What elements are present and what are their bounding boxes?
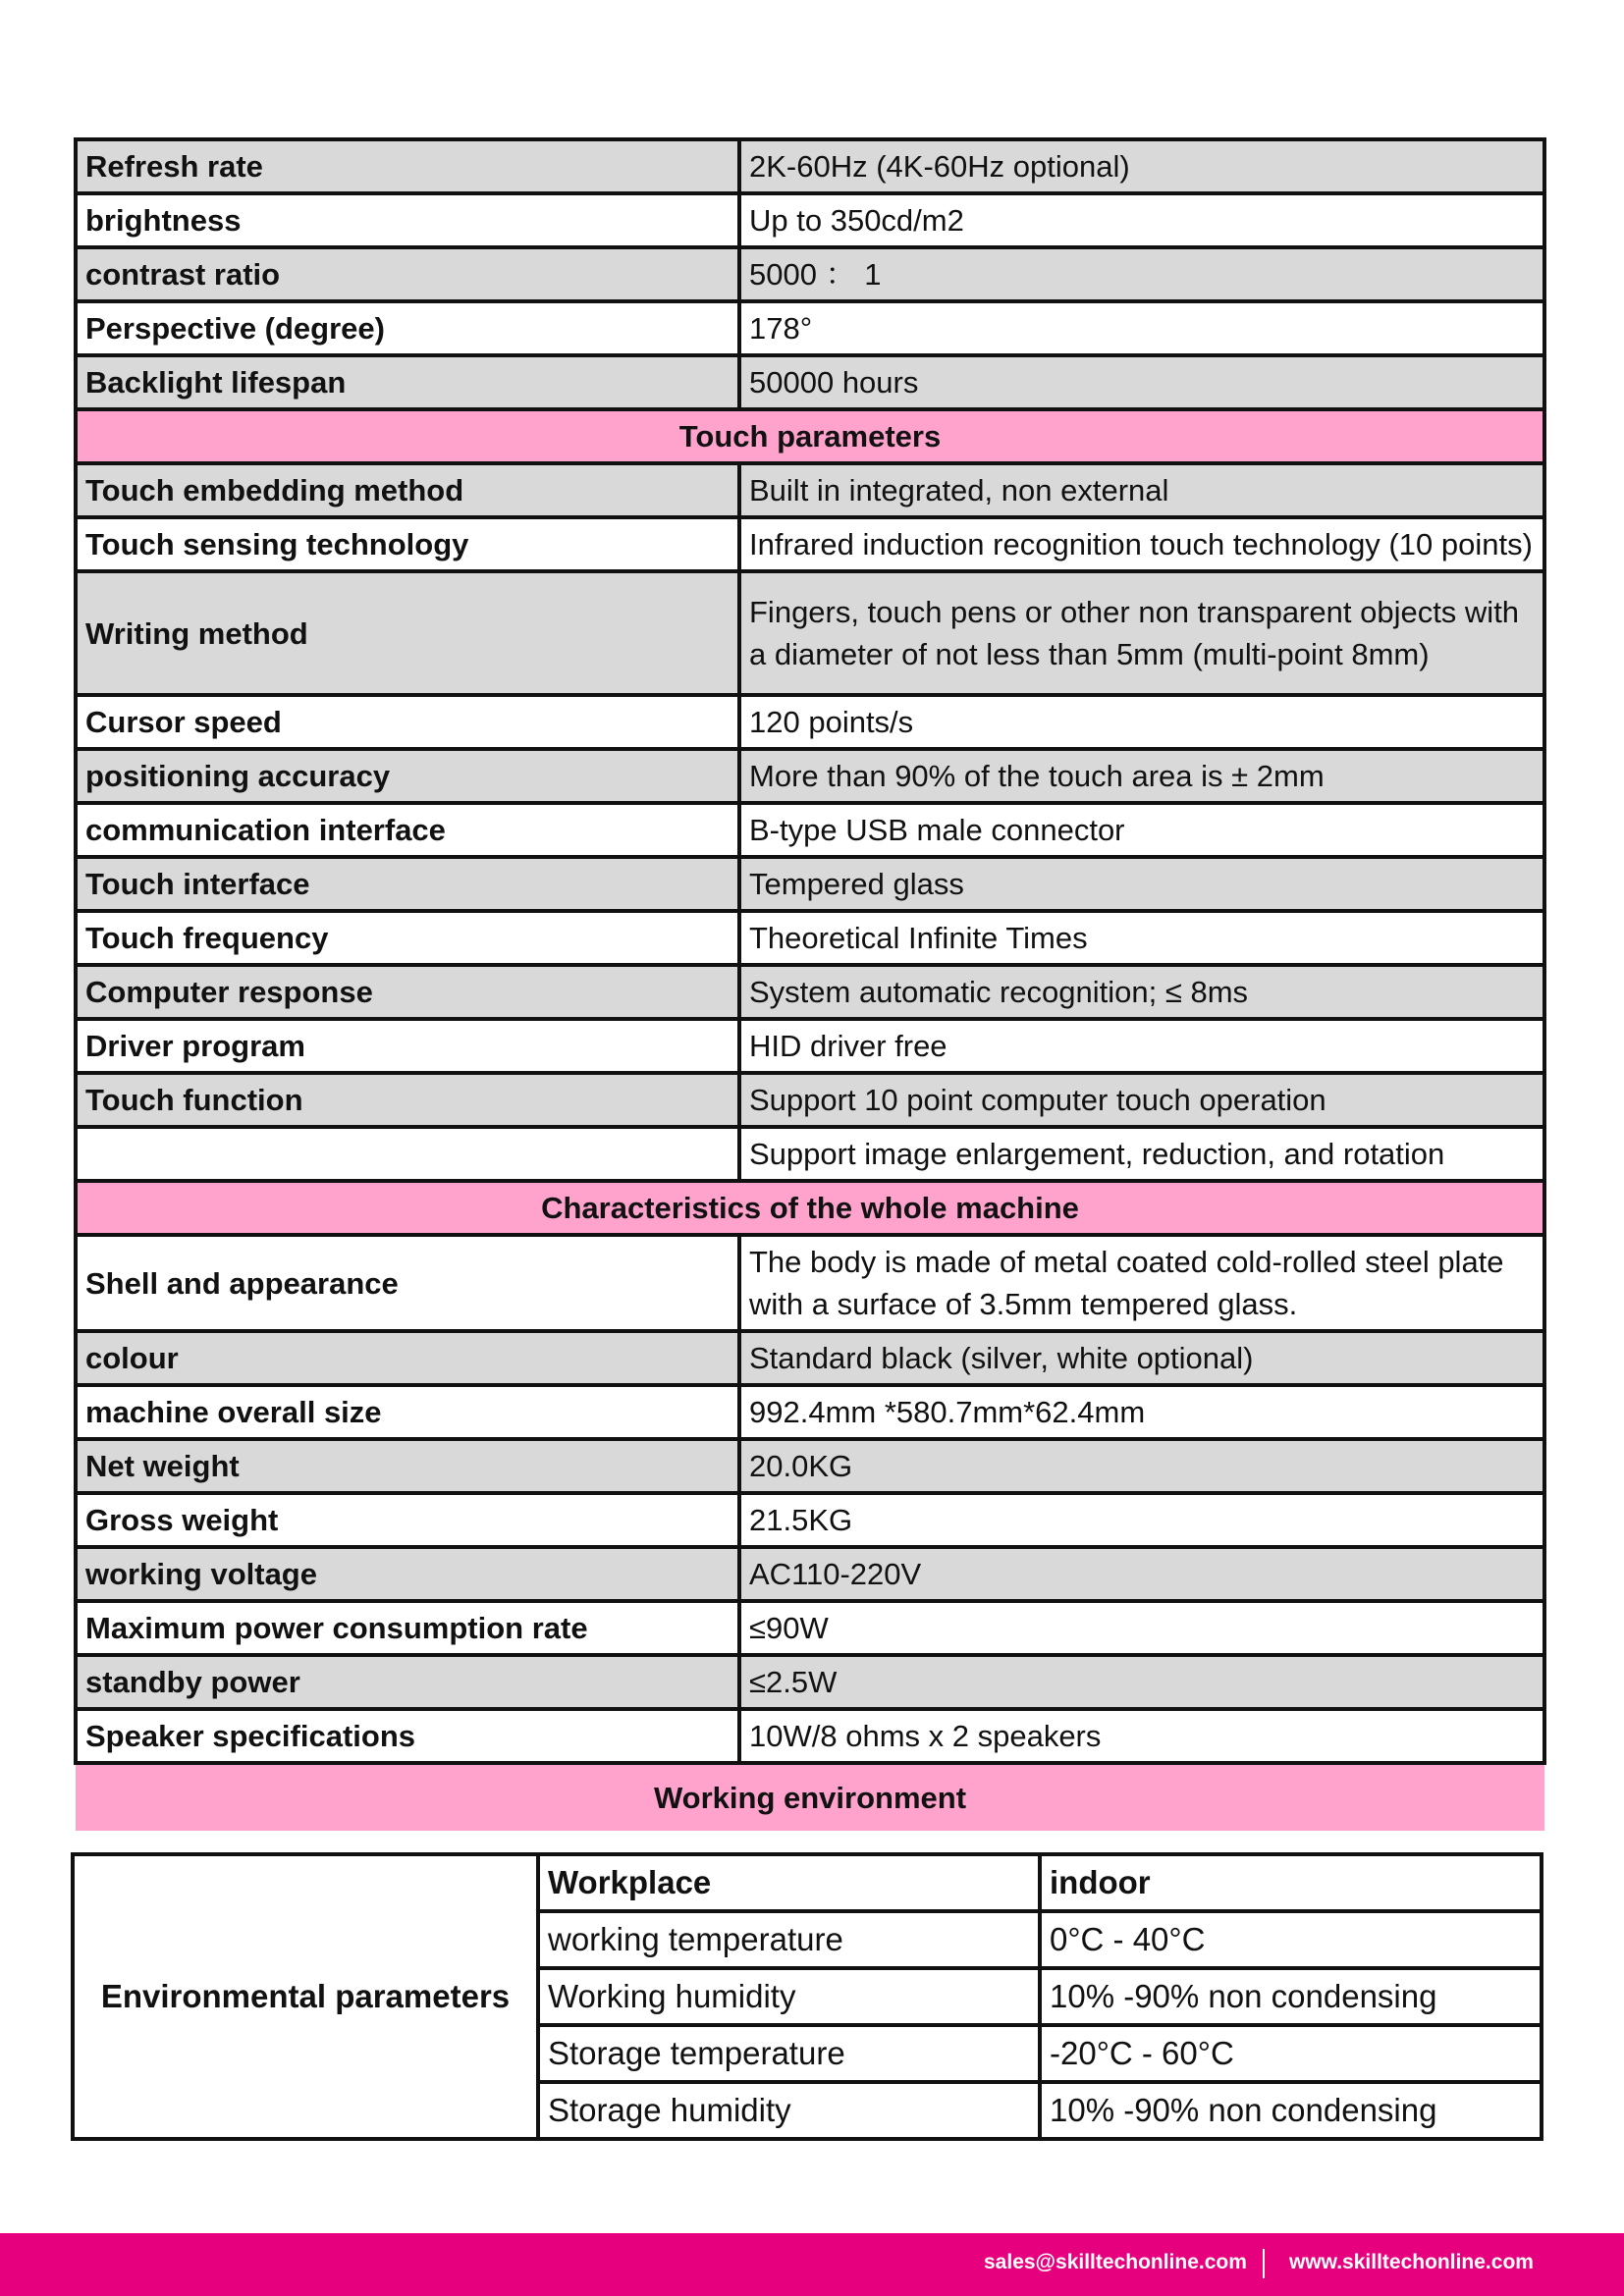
spec-value: B-type USB male connector xyxy=(739,803,1544,857)
env-value: 10% -90% non condensing xyxy=(1040,2082,1542,2139)
spec-value: 992.4mm *580.7mm*62.4mm xyxy=(739,1385,1544,1439)
footer-email-link[interactable]: sales@skilltechonline.com xyxy=(984,2251,1247,2273)
spec-row xyxy=(76,1439,1544,1493)
spec-value: AC110-220V xyxy=(739,1547,1544,1601)
spec-label: Touch interface xyxy=(76,857,739,911)
env-value: -20°C - 60°C xyxy=(1040,2025,1542,2082)
spec-row xyxy=(76,1019,1544,1073)
spec-value: Support image enlargement, reduction, and rotation xyxy=(739,1127,1544,1181)
env-label: Storage humidity xyxy=(538,2082,1040,2139)
spec-label: Perspective (degree) xyxy=(76,301,739,355)
section-title: Working environment xyxy=(76,1763,1544,1831)
spec-row xyxy=(76,749,1544,803)
footer-divider xyxy=(1263,2249,1265,2278)
spec-row xyxy=(76,803,1544,857)
spec-label: Touch embedding method xyxy=(76,463,739,517)
spec-label: Driver program xyxy=(76,1019,739,1073)
spec-label: standby power xyxy=(76,1655,739,1709)
spec-row xyxy=(76,965,1544,1019)
specification-table xyxy=(74,137,1546,1831)
spec-value: 178° xyxy=(739,301,1544,355)
spec-value: 2K-60Hz (4K-60Hz optional) xyxy=(739,139,1544,193)
env-value: 0°C - 40°C xyxy=(1040,1911,1542,1968)
footer-website-link[interactable]: www.skilltechonline.com xyxy=(1289,2251,1534,2273)
spec-label: Cursor speed xyxy=(76,695,739,749)
spec-value: 120 points/s xyxy=(739,695,1544,749)
env-label: working temperature xyxy=(538,1911,1040,1968)
section-header-environment xyxy=(76,1763,1544,1831)
spec-value: Theoretical Infinite Times xyxy=(739,911,1544,965)
spec-row xyxy=(76,1709,1544,1763)
spec-row xyxy=(76,1331,1544,1385)
spec-row xyxy=(76,139,1544,193)
spec-label: positioning accuracy xyxy=(76,749,739,803)
spec-row xyxy=(76,1385,1544,1439)
spec-value: Standard black (silver, white optional) xyxy=(739,1331,1544,1385)
spec-row xyxy=(76,193,1544,247)
spec-value: Fingers, touch pens or other non transparent objects with a diameter of not less than 5mm (multi-point 8mm) xyxy=(739,571,1544,695)
spec-label: Touch frequency xyxy=(76,911,739,965)
spec-row xyxy=(76,1655,1544,1709)
spec-label: Writing method xyxy=(76,571,739,695)
spec-row xyxy=(76,355,1544,409)
spec-value: Built in integrated, non external xyxy=(739,463,1544,517)
spec-label: Touch function xyxy=(76,1073,739,1127)
spec-label: working voltage xyxy=(76,1547,739,1601)
spec-row xyxy=(76,1235,1544,1331)
env-group-label: Environmental parameters xyxy=(73,1854,538,2139)
spec-value: 50000 hours xyxy=(739,355,1544,409)
spec-label: Computer response xyxy=(76,965,739,1019)
spec-label: contrast ratio xyxy=(76,247,739,301)
spec-label: colour xyxy=(76,1331,739,1385)
spec-label: machine overall size xyxy=(76,1385,739,1439)
spec-label: Shell and appearance xyxy=(76,1235,739,1331)
spec-row xyxy=(76,1547,1544,1601)
spec-value: 21.5KG xyxy=(739,1493,1544,1547)
spec-value: More than 90% of the touch area is ± 2mm xyxy=(739,749,1544,803)
env-label: Working humidity xyxy=(538,1968,1040,2025)
section-title: Characteristics of the whole machine xyxy=(76,1181,1544,1235)
spec-value: HID driver free xyxy=(739,1019,1544,1073)
spec-value: The body is made of metal coated cold-rolled steel plate with a surface of 3.5mm tempered glass. xyxy=(739,1235,1544,1331)
spec-value: ≤90W xyxy=(739,1601,1544,1655)
env-label: Storage temperature xyxy=(538,2025,1040,2082)
spec-row xyxy=(76,463,1544,517)
spec-row xyxy=(76,1493,1544,1547)
section-title: Touch parameters xyxy=(76,409,1544,463)
env-value: indoor xyxy=(1040,1854,1542,1911)
section-header-machine xyxy=(76,1181,1544,1235)
spec-label xyxy=(76,1127,739,1181)
spec-value: Tempered glass xyxy=(739,857,1544,911)
spec-row xyxy=(76,571,1544,695)
spec-label: Touch sensing technology xyxy=(76,517,739,571)
spec-value: 5000 ： 1 xyxy=(739,247,1544,301)
env-value: 10% -90% non condensing xyxy=(1040,1968,1542,2025)
spec-value: System automatic recognition; ≤ 8ms xyxy=(739,965,1544,1019)
spec-row xyxy=(76,517,1544,571)
spec-value: Up to 350cd/m2 xyxy=(739,193,1544,247)
env-row xyxy=(73,1854,1542,1911)
env-label: Workplace xyxy=(538,1854,1040,1911)
spec-label: Gross weight xyxy=(76,1493,739,1547)
spec-row xyxy=(76,695,1544,749)
spec-value: Infrared induction recognition touch technology (10 points) xyxy=(739,517,1544,571)
environment-table xyxy=(71,1852,1543,2141)
spec-label: Refresh rate xyxy=(76,139,739,193)
spec-value: ≤2.5W xyxy=(739,1655,1544,1709)
spec-label: brightness xyxy=(76,193,739,247)
spec-row xyxy=(76,301,1544,355)
spec-row xyxy=(76,911,1544,965)
spec-label: Backlight lifespan xyxy=(76,355,739,409)
footer-bar xyxy=(0,2233,1624,2296)
spec-label: Net weight xyxy=(76,1439,739,1493)
spec-label: Maximum power consumption rate xyxy=(76,1601,739,1655)
spec-row xyxy=(76,857,1544,911)
spec-row xyxy=(76,247,1544,301)
spec-row xyxy=(76,1073,1544,1127)
spec-row xyxy=(76,1127,1544,1181)
spec-value: 20.0KG xyxy=(739,1439,1544,1493)
section-header-touch xyxy=(76,409,1544,463)
spec-label: Speaker specifications xyxy=(76,1709,739,1763)
spec-value: Support 10 point computer touch operation xyxy=(739,1073,1544,1127)
spec-value: 10W/8 ohms x 2 speakers xyxy=(739,1709,1544,1763)
spec-label: communication interface xyxy=(76,803,739,857)
spec-row xyxy=(76,1601,1544,1655)
